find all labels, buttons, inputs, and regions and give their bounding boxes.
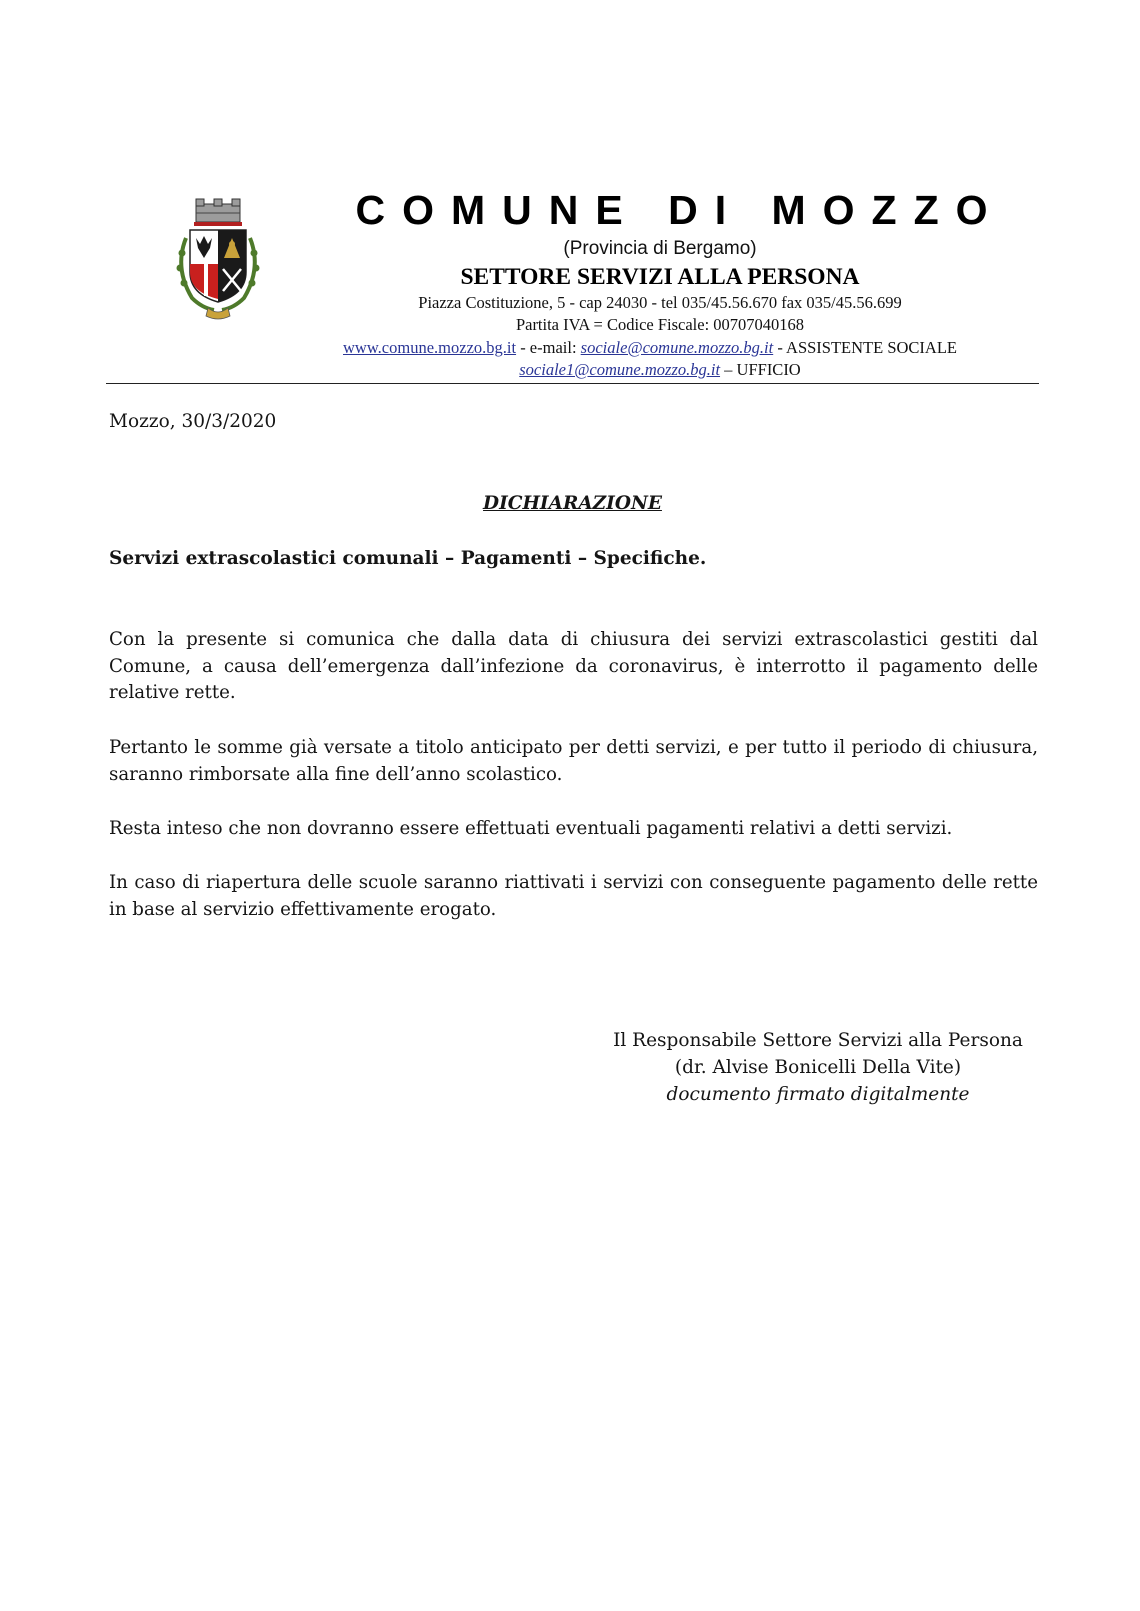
letterhead-address: Piazza Costituzione, 5 - cap 24030 - tel 035/45.56.670 fax 035/45.56.699 (418, 293, 902, 312)
letterhead-divider (106, 383, 1039, 384)
email2-link[interactable]: sociale1@comune.mozzo.bg.it (519, 360, 721, 379)
email-role: - ASSISTENTE SOCIALE (773, 338, 957, 357)
document-title: DICHIARAZIONE (483, 493, 662, 514)
document-subject: Servizi extrascolastici comunali – Pagamenti – Specifiche. (109, 548, 707, 569)
paragraph-1: Con la presente si comunica che dalla data di chiusura dei servizi extrascolastici gestiti dal Comune, a causa dell’emergenza dall’infezione da coronavirus, è interrotto il pagamento delle relative rette. (109, 629, 1038, 704)
signature-role: Il Responsabile Settore Servizi alla Persona (613, 1030, 1023, 1051)
letterhead-sector: SETTORE SERVIZI ALLA PERSONA (460, 264, 860, 290)
letterhead-vat: Partita IVA = Codice Fiscale: 00707040168 (515, 315, 805, 334)
letterhead-province: (Provincia di Bergamo) (563, 238, 757, 259)
municipal-crest-icon (168, 198, 268, 323)
letterhead-title: COMUNE DI MOZZO (355, 187, 1005, 233)
signature-note: documento firmato digitalmente (666, 1084, 970, 1105)
paragraph-3: Resta inteso che non dovranno essere effettuati eventuali pagamenti relativi a detti servizi. (109, 818, 953, 839)
email-link[interactable]: sociale@comune.mozzo.bg.it (580, 338, 774, 357)
email2-role: – UFFICIO (720, 360, 801, 379)
paragraph-4: In caso di riapertura delle scuole saranno riattivati i servizi con conseguente pagamento delle rette in base al servizio effettivamente erogato. (109, 872, 1038, 920)
signature-name: (dr. Alvise Bonicelli Della Vite) (674, 1057, 962, 1078)
document-date: Mozzo, 30/3/2020 (109, 411, 277, 432)
email-label: - e-mail: (516, 338, 581, 357)
letterhead-contacts-secondary (300, 359, 1020, 380)
website-link[interactable]: www.comune.mozzo.bg.it (343, 338, 517, 357)
paragraph-2: Pertanto le somme già versate a titolo anticipato per detti servizi, e per tutto il periodo di chiusura, saranno rimborsate alla fine dell’anno scolastico. (109, 737, 1038, 785)
letterhead-contacts (240, 337, 1060, 358)
